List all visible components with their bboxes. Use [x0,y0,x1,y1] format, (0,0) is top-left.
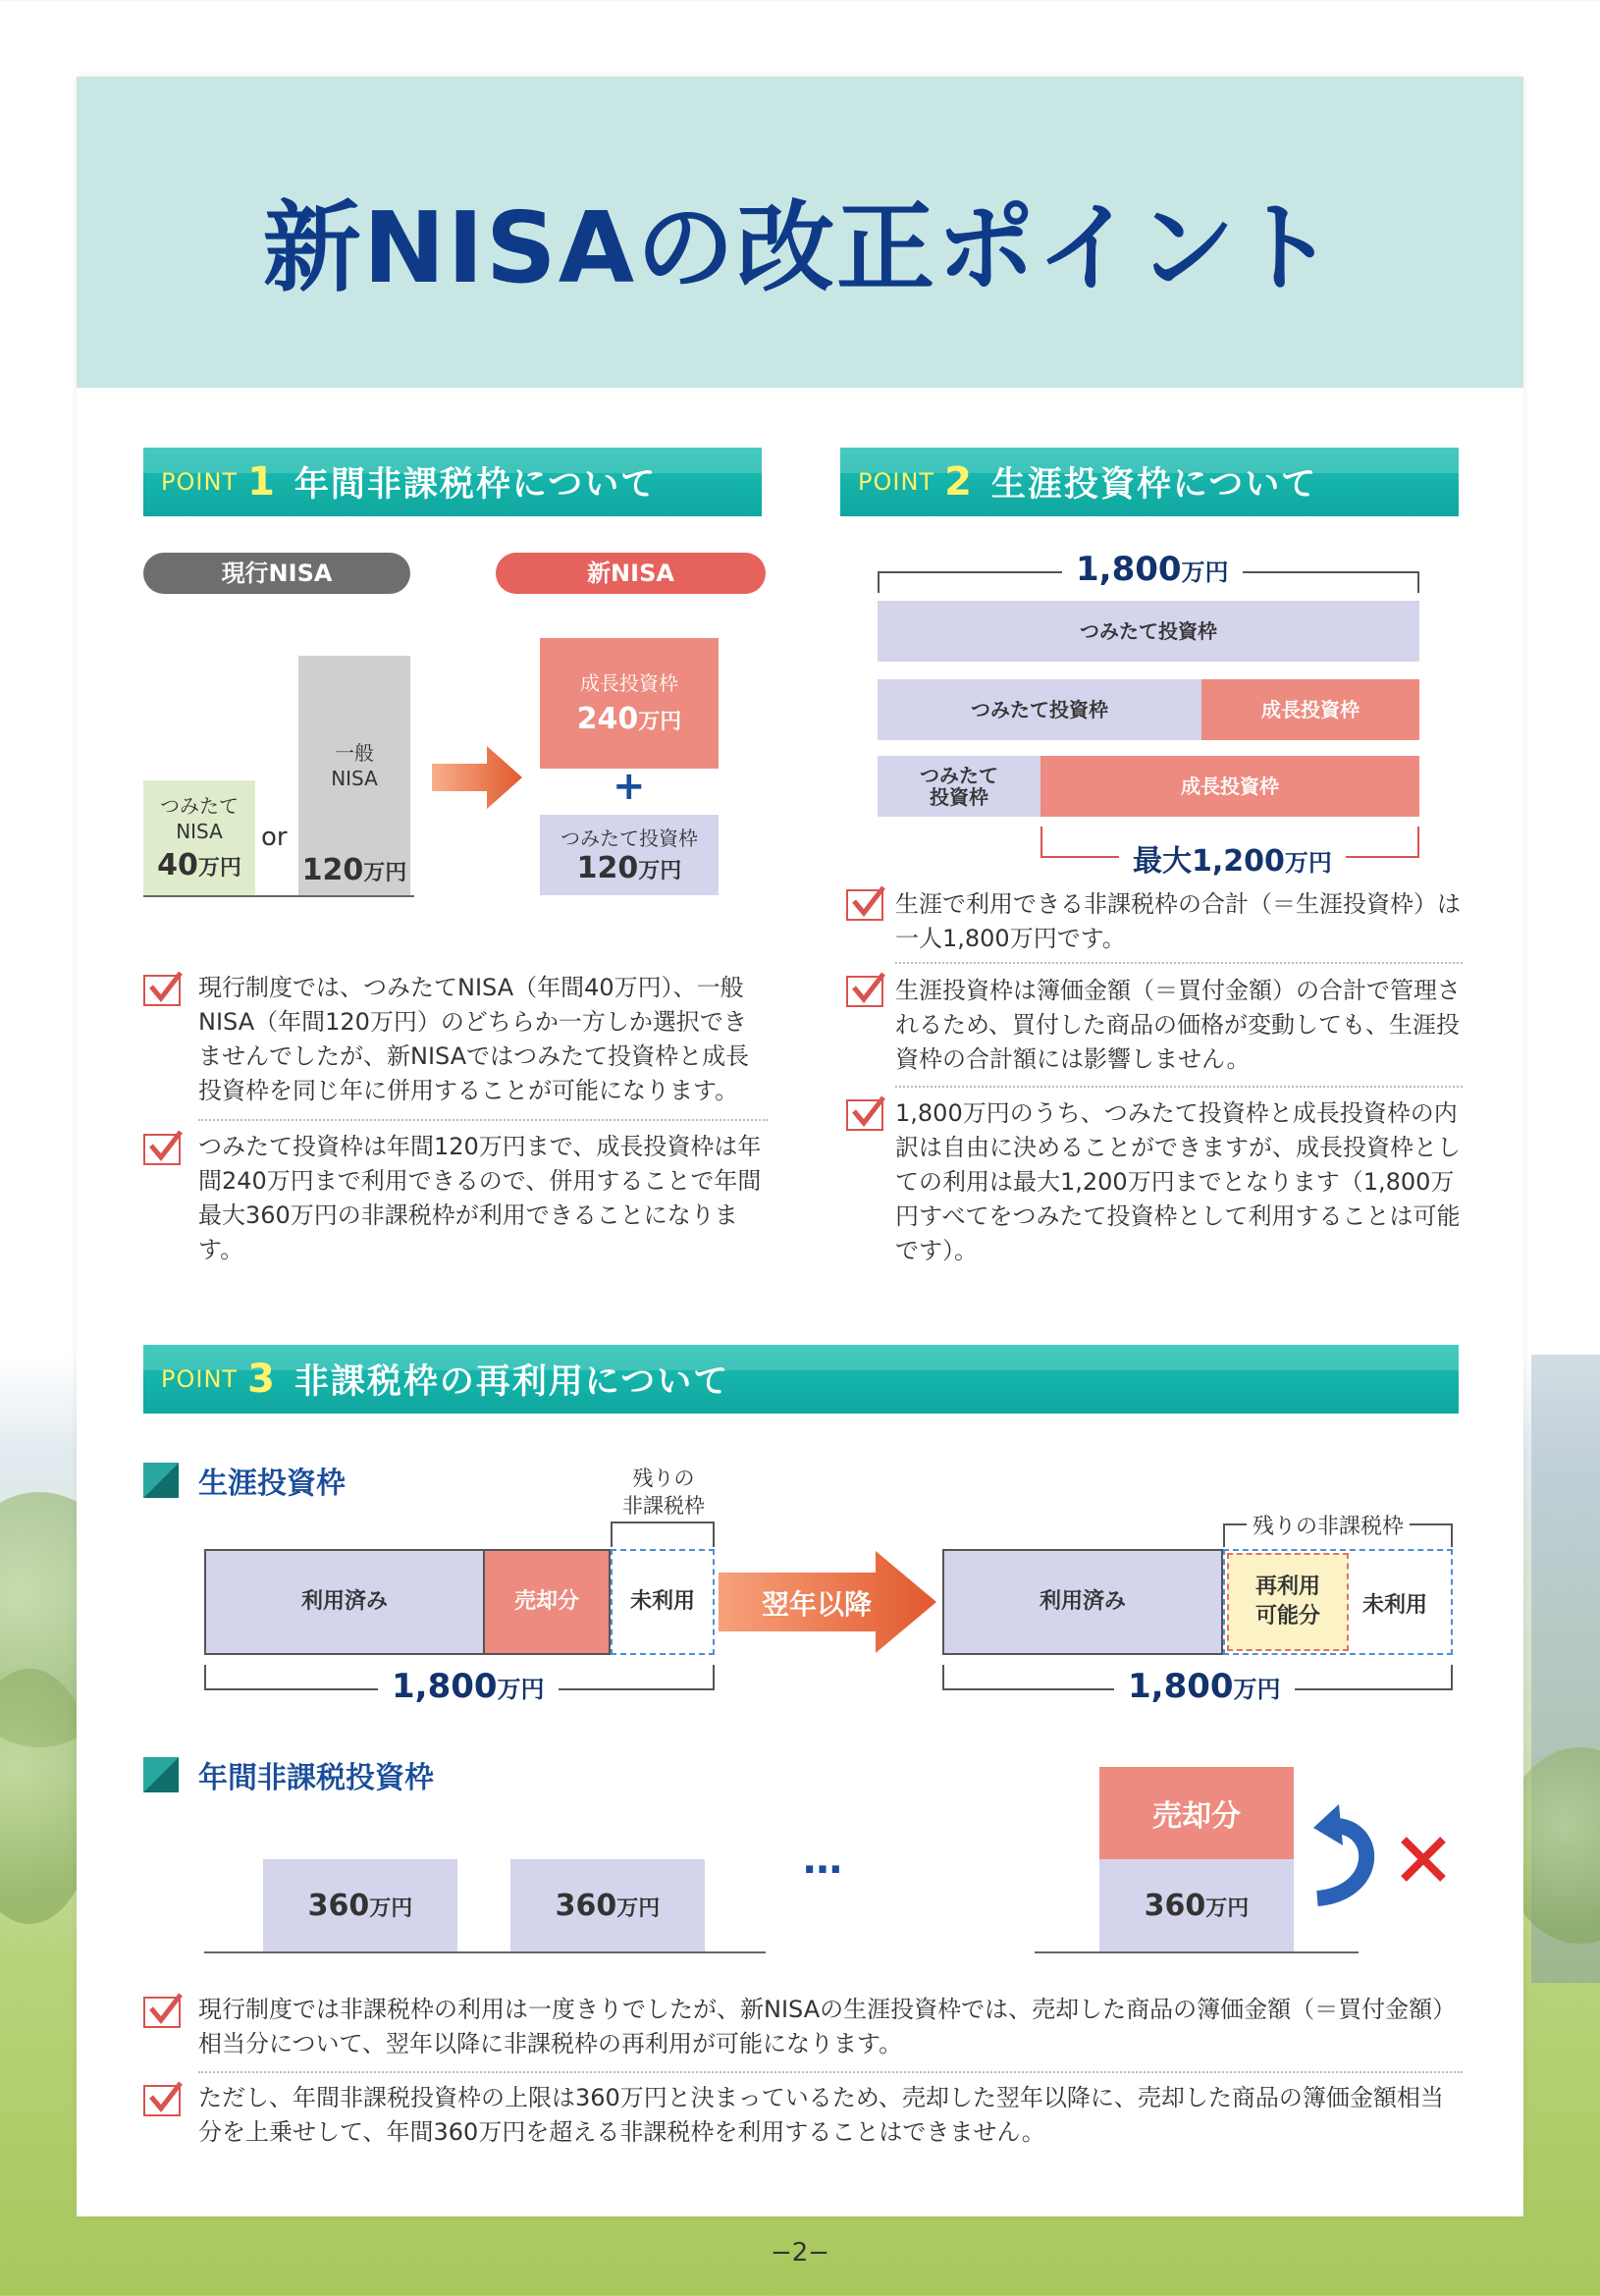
row3-tsumitate [878,756,1040,817]
used-label-right: 利用済み [1039,1589,1126,1614]
checkbox-icon [846,1099,883,1131]
row2-left-label: つみたて投資枠 [971,698,1108,721]
row2-right-label: 成長投資枠 [1261,698,1360,721]
tsumitate-label: つみたて投資枠 [560,826,698,850]
point-label: POINT [161,1365,239,1393]
row3-left-label: つみたて 投資枠 [920,764,998,809]
unit: 万円 [616,1896,661,1921]
lifetime-subheading [143,1459,346,1502]
point2-item-2: 生涯投資枠は簿価金額（＝買付金額）の合計で管理されるため、買付した商品の価格が変動しても、生涯投資枠の合計額には影響しません。 [895,977,1461,1073]
checkbox-icon [143,2085,181,2116]
checkbox-icon [846,976,883,1007]
tsumitate-amount: 40 [157,848,198,882]
point1-header [143,448,762,516]
baseline [143,895,414,897]
annual-box-3 [1099,1859,1294,1951]
row3-right-label: 成長投資枠 [1181,774,1279,798]
divider [198,1119,768,1121]
unit: 万円 [363,861,407,885]
growth-box [540,638,719,769]
current-nisa-pill: 現行NISA [143,553,410,594]
arrow-right-icon [432,746,522,809]
page-title: 新NISAの改正ポイント [262,190,1338,305]
sub1-label: 生涯投資枠 [198,1467,346,1501]
sold-label: 売却分 [513,1589,579,1614]
lifetime-total-value: 1,800 [1076,550,1182,589]
point3-item-2: ただし、年間非課税投資枠の上限は360万円と決まっているため、売却した翌年以降に、売却した商品の簿価金額相当分を上乗せして、年間360万円を超える非課税枠を利用することはできません。 [198,2084,1444,2146]
point-title: 非課税枠の再利用について [293,1362,730,1402]
tsumitate-nisa-box [143,780,255,895]
sub2-label: 年間非課税投資枠 [198,1761,434,1795]
growth-label: 成長投資枠 [580,671,678,695]
point2-item-3: 1,800万円のうち、つみたて投資枠と成長投資枠の内訳は自由に決めることができますが、成長投資枠としての利用は最大1,200万円までとなります（1,800万円すべてをつみたて投資枠として利用することは可能です）。 [895,1099,1461,1264]
new-nisa-pill: 新NISA [496,553,766,594]
divider [895,962,1463,964]
next-year-label: 翌年以降 [762,1588,873,1621]
total-right-value: 1,800 [1128,1667,1234,1706]
ippan-nisa-label: 一般 NISA [331,741,378,790]
triangle-icon [143,1463,179,1498]
reusable-label: 再利用 可能分 [1254,1575,1320,1629]
checkbox-icon [143,1997,181,2028]
sold2-label: 売却分 [1152,1799,1241,1834]
unused-label-right: 未利用 [1362,1593,1428,1618]
remaining-label-left: 残りの 非課税枠 [622,1467,705,1518]
unit: 万円 [1233,1676,1281,1703]
point3-item-1: 現行制度では非課税枠の利用は一度きりでしたが、新NISAの生涯投資枠では、売却した商品の簿価金額（＝買付金額）相当分について、翌年以降に非課税枠の再利用が可能になります。 [198,1996,1457,2057]
annual-subheading [143,1753,434,1796]
tsumitate-new-box [540,815,719,895]
total-left-value: 1,800 [392,1667,498,1706]
point1-item-1: 現行制度では、つみたてNISA（年間40万円）、一般NISA（年間120万円）のどちらか一方しか選択できませんでしたが、新NISAではつみたて投資枠と成長投資枠を同じ年に併用することが可能になります。 [198,974,750,1104]
or-label: or [261,823,288,852]
unused-label: 未利用 [629,1589,695,1614]
tsumitate-new-amount: 120 [576,850,639,885]
unit: 万円 [638,710,682,734]
lifetime-total [1062,550,1243,589]
ippan-amount: 120 [301,853,364,887]
max-growth [1119,836,1346,880]
row3-growth [1040,756,1419,817]
unit: 万円 [369,1896,413,1921]
point-title: 生涯投資枠について [990,465,1318,505]
annual-amount: 360 [555,1888,617,1923]
checkbox-icon [143,1134,181,1165]
total-right [1114,1667,1295,1706]
tsumitate-nisa-label: つみたて NISA [160,794,239,843]
divider [198,2071,1463,2073]
remaining-bracket-left [611,1522,715,1547]
row1-label: つみたて投資枠 [1080,619,1217,643]
row2-growth [1201,679,1419,740]
sold-box-2 [1099,1767,1294,1859]
unit: 万円 [1181,559,1229,586]
annual-box-2 [510,1859,705,1951]
point2-header [840,448,1459,516]
unit: 万円 [1205,1896,1250,1921]
point-number: 3 [247,1357,275,1402]
sold-box [485,1549,611,1655]
ellipsis: … [803,1838,842,1883]
unit: 万円 [497,1676,545,1703]
max-growth-label: 最大1,200 [1133,844,1285,879]
point1-item-2: つみたて投資枠は年間120万円まで、成長投資枠は年間240万円まで利用できるので、併用することで年間最大360万円の非課税枠が利用できることになります。 [198,1133,762,1263]
row2-tsumitate [878,679,1201,740]
annual-amount: 360 [307,1888,370,1923]
point-title: 年間非課税枠について [293,465,658,505]
unused-box [611,1549,715,1655]
point2-item-1: 生涯で利用できる非課税枠の合計（＝生涯投資枠）は一人1,800万円です。 [895,890,1461,952]
divider [895,1086,1463,1088]
used-label: 利用済み [300,1589,388,1614]
unit: 万円 [638,858,682,883]
growth-amount: 240 [576,702,639,736]
plus-icon: + [613,764,646,809]
point-label: POINT [858,468,935,496]
used-box-right [942,1549,1223,1655]
baseline [1035,1951,1359,1953]
checkbox-icon [143,975,181,1006]
cross-icon [1398,1834,1449,1885]
total-left [378,1667,559,1706]
page-number: −2− [770,2238,830,2268]
ippan-nisa-box [298,656,410,895]
checkbox-icon [846,889,883,921]
used-box [204,1549,485,1655]
remaining-label-right: 残りの非課税枠 [1247,1510,1410,1540]
annual-box-1 [263,1859,457,1951]
row1-tsumitate [878,601,1419,662]
point-number: 1 [247,459,275,505]
baseline [204,1951,766,1953]
annual-amount: 360 [1144,1888,1206,1923]
unit: 万円 [197,856,241,881]
point3-header [143,1345,1459,1414]
point-number: 2 [944,459,972,505]
triangle-icon [143,1757,179,1792]
unit: 万円 [1284,849,1332,877]
point-label: POINT [161,468,239,496]
return-arrow-icon [1309,1800,1382,1906]
